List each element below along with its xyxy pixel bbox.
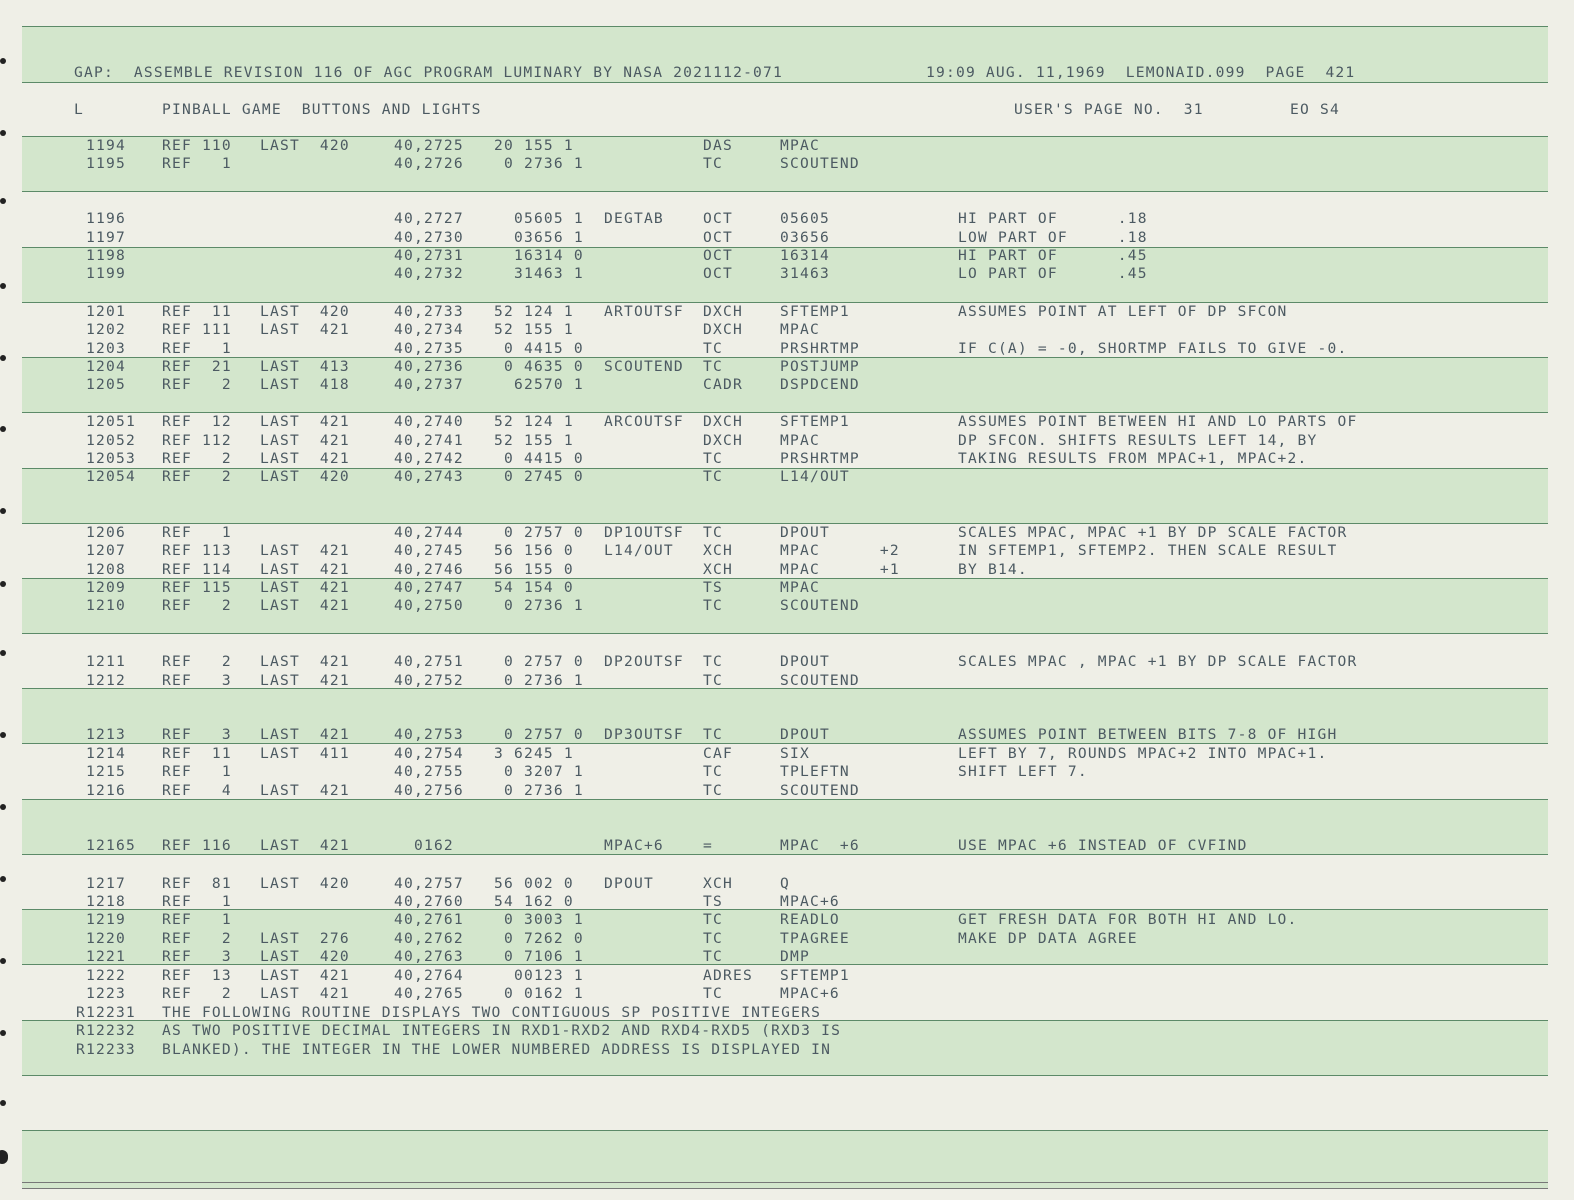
operand-column: SCOUTEND bbox=[780, 782, 860, 799]
operand-column: SCOUTEND bbox=[780, 155, 860, 172]
code-column: 52 155 1 bbox=[494, 432, 574, 449]
code-column: 0 2736 1 bbox=[494, 672, 584, 689]
ref-column: REF 110 bbox=[162, 137, 232, 154]
opcode-column: TC bbox=[703, 155, 723, 172]
line-number: 1217 bbox=[86, 875, 126, 892]
ref-column: REF 2 bbox=[162, 985, 232, 1002]
line-number: 1215 bbox=[86, 763, 126, 780]
last-column: LAST 276 bbox=[260, 930, 350, 947]
remark-text: BLANKED). THE INTEGER IN THE LOWER NUMBERED ADDRESS IS DISPLAYED IN bbox=[162, 1041, 832, 1058]
comment-column: GET FRESH DATA FOR BOTH HI AND LO. bbox=[958, 911, 1298, 928]
code-column: 0 4415 0 bbox=[494, 340, 584, 357]
line-number: 1223 bbox=[86, 985, 126, 1002]
comment-column: BY B14. bbox=[958, 561, 1028, 578]
last-column: LAST 420 bbox=[260, 875, 350, 892]
opcode-column: XCH bbox=[703, 875, 733, 892]
operand-column: DSPDCEND bbox=[780, 376, 860, 393]
header-title: GAP: ASSEMBLE REVISION 116 OF AGC PROGRAM LUMINARY BY NASA 2021112-071 bbox=[74, 64, 784, 81]
opcode-column: TC bbox=[703, 763, 723, 780]
operand-column: SFTEMP1 bbox=[780, 413, 850, 430]
code-column: 54 154 0 bbox=[494, 579, 574, 596]
opcode-column: OCT bbox=[703, 265, 733, 282]
line-number: 12054 bbox=[86, 468, 136, 485]
ref-column: REF 81 bbox=[162, 875, 232, 892]
last-column: LAST 421 bbox=[260, 837, 350, 854]
opcode-column: OCT bbox=[703, 210, 733, 227]
address-column: 40,2761 bbox=[394, 911, 464, 928]
operand-column: MPAC bbox=[780, 321, 820, 338]
comment-column: USE MPAC +6 INSTEAD OF CVFIND bbox=[958, 837, 1248, 854]
comment-column: ASSUMES POINT BETWEEN HI AND LO PARTS OF bbox=[958, 413, 1358, 430]
remark-number: R12232 bbox=[76, 1022, 136, 1039]
header-date-page: 19:09 AUG. 11,1969 LEMONAID.099 PAGE 421 bbox=[926, 64, 1356, 81]
label-column: DP2OUTSF bbox=[604, 653, 684, 670]
bottom-edge-line bbox=[22, 1188, 1548, 1189]
address-column: 40,2750 bbox=[394, 597, 464, 614]
ref-column: REF 113 bbox=[162, 542, 232, 559]
code-column: 0 2757 0 bbox=[494, 653, 584, 670]
code-column: 0 3207 1 bbox=[494, 763, 584, 780]
opcode-column: DXCH bbox=[703, 321, 743, 338]
opcode-column: TS bbox=[703, 579, 723, 596]
opcode-column: TC bbox=[703, 726, 723, 743]
address-column: 40,2745 bbox=[394, 542, 464, 559]
address-column: 40,2753 bbox=[394, 726, 464, 743]
ref-column: REF 11 bbox=[162, 303, 232, 320]
operand-column: DMP bbox=[780, 948, 810, 965]
address-column: 40,2734 bbox=[394, 321, 464, 338]
operand-column: MPAC +6 bbox=[780, 837, 860, 854]
label-column: MPAC+6 bbox=[604, 837, 664, 854]
code-column: 56 156 0 bbox=[494, 542, 574, 559]
line-number: 1219 bbox=[86, 911, 126, 928]
operand-column: L14/OUT bbox=[780, 468, 850, 485]
feed-hole bbox=[0, 1100, 6, 1106]
label-column: SCOUTEND bbox=[604, 358, 684, 375]
operand-column: DPOUT bbox=[780, 524, 830, 541]
remark-text: THE FOLLOWING ROUTINE DISPLAYS TWO CONTIGUOUS SP POSITIVE INTEGERS bbox=[162, 1004, 822, 1021]
remark-number: R12233 bbox=[76, 1041, 136, 1058]
address-column: 40,2725 bbox=[394, 137, 464, 154]
address-column: 40,2764 bbox=[394, 967, 464, 984]
ref-column: REF 2 bbox=[162, 468, 232, 485]
address-column: 40,2751 bbox=[394, 653, 464, 670]
comment-column: SCALES MPAC , MPAC +1 BY DP SCALE FACTOR bbox=[958, 653, 1358, 670]
operand-column: DPOUT bbox=[780, 726, 830, 743]
ref-column: REF 21 bbox=[162, 358, 232, 375]
opcode-column: TC bbox=[703, 597, 723, 614]
ref-column: REF 11 bbox=[162, 745, 232, 762]
line-number: 1205 bbox=[86, 376, 126, 393]
last-column: LAST 413 bbox=[260, 358, 350, 375]
ref-column: REF 4 bbox=[162, 782, 232, 799]
code-column: 0 2736 1 bbox=[494, 597, 584, 614]
address-column: 40,2731 bbox=[394, 247, 464, 264]
line-number: 1195 bbox=[86, 155, 126, 172]
address-column: 40,2762 bbox=[394, 930, 464, 947]
code-column: 0 2757 0 bbox=[494, 524, 584, 541]
comment-column: ASSUMES POINT AT LEFT OF DP SFCON bbox=[958, 303, 1288, 320]
code-column: 0 7262 0 bbox=[494, 930, 584, 947]
operand-column: SIX bbox=[780, 745, 810, 762]
line-number: 12053 bbox=[86, 450, 136, 467]
ref-column: REF 2 bbox=[162, 597, 232, 614]
bottom-edge-line bbox=[22, 1182, 1548, 1183]
line-number: 1207 bbox=[86, 542, 126, 559]
last-column: LAST 421 bbox=[260, 726, 350, 743]
operand-column: READLO bbox=[780, 911, 840, 928]
last-column: LAST 420 bbox=[260, 303, 350, 320]
operand-column: MPAC +1 bbox=[780, 561, 900, 578]
opcode-column: OCT bbox=[703, 229, 733, 246]
line-number: 1218 bbox=[86, 893, 126, 910]
code-column: 00123 1 bbox=[494, 967, 584, 984]
code-column: 0 2736 1 bbox=[494, 782, 584, 799]
line-number: 1203 bbox=[86, 340, 126, 357]
code-column: 0 2745 0 bbox=[494, 468, 584, 485]
opcode-column: TC bbox=[703, 985, 723, 1002]
line-number: 1194 bbox=[86, 137, 126, 154]
feed-hole bbox=[0, 283, 6, 289]
feed-hole bbox=[0, 581, 6, 587]
code-column: 0 2757 0 bbox=[494, 726, 584, 743]
address-column: 40,2732 bbox=[394, 265, 464, 282]
last-column: LAST 421 bbox=[260, 432, 350, 449]
opcode-column: TC bbox=[703, 930, 723, 947]
last-column: LAST 421 bbox=[260, 985, 350, 1002]
operand-column: SFTEMP1 bbox=[780, 303, 850, 320]
operand-column: SCOUTEND bbox=[780, 672, 860, 689]
opcode-column: ADRES bbox=[703, 967, 753, 984]
operand-column: TPLEFTN bbox=[780, 763, 850, 780]
line-number: 1216 bbox=[86, 782, 126, 799]
line-number: 1212 bbox=[86, 672, 126, 689]
last-column: LAST 421 bbox=[260, 967, 350, 984]
ref-column: REF 2 bbox=[162, 376, 232, 393]
opcode-column: TC bbox=[703, 672, 723, 689]
code-column: 56 002 0 bbox=[494, 875, 574, 892]
code-column: 54 162 0 bbox=[494, 893, 574, 910]
line-number: 1196 bbox=[86, 210, 126, 227]
code-column: 03656 1 bbox=[494, 229, 584, 246]
last-column: LAST 421 bbox=[260, 672, 350, 689]
remark-number: R12231 bbox=[76, 1004, 136, 1021]
operand-column: 16314 bbox=[780, 247, 830, 264]
code-column: 62570 1 bbox=[494, 376, 584, 393]
feed-hole bbox=[0, 355, 6, 361]
address-column: 40,2756 bbox=[394, 782, 464, 799]
ref-column: REF 2 bbox=[162, 930, 232, 947]
label-column: L14/OUT bbox=[604, 542, 674, 559]
ref-column: REF 112 bbox=[162, 432, 232, 449]
opcode-column: DAS bbox=[703, 137, 733, 154]
line-number: 12052 bbox=[86, 432, 136, 449]
code-column: 16314 0 bbox=[494, 247, 584, 264]
opcode-column: TC bbox=[703, 358, 723, 375]
code-column: 56 155 0 bbox=[494, 561, 574, 578]
comment-column: SCALES MPAC, MPAC +1 BY DP SCALE FACTOR bbox=[958, 524, 1348, 541]
line-number: 1197 bbox=[86, 229, 126, 246]
address-column: 40,2763 bbox=[394, 948, 464, 965]
label-column: ARCOUTSF bbox=[604, 413, 684, 430]
address-column: 40,2765 bbox=[394, 985, 464, 1002]
address-column: 40,2744 bbox=[394, 524, 464, 541]
section-title: PINBALL GAME BUTTONS AND LIGHTS bbox=[162, 101, 482, 118]
ref-column: REF 3 bbox=[162, 726, 232, 743]
opcode-column: XCH bbox=[703, 542, 733, 559]
feed-hole bbox=[0, 958, 6, 964]
ref-column: REF 116 bbox=[162, 837, 232, 854]
address-column: 40,2757 bbox=[394, 875, 464, 892]
comment-column: IF C(A) = -0, SHORTMP FAILS TO GIVE -0. bbox=[958, 340, 1348, 357]
comment-column: LEFT BY 7, ROUNDS MPAC+2 INTO MPAC+1. bbox=[958, 745, 1328, 762]
ref-column: REF 1 bbox=[162, 763, 232, 780]
line-number: 1208 bbox=[86, 561, 126, 578]
address-column: 40,2743 bbox=[394, 468, 464, 485]
feed-hole bbox=[0, 58, 6, 64]
code-column: 0 3003 1 bbox=[494, 911, 584, 928]
code-column: 0 4415 0 bbox=[494, 450, 584, 467]
last-column: LAST 420 bbox=[260, 948, 350, 965]
code-column: 0 0162 1 bbox=[494, 985, 584, 1002]
line-number: 1214 bbox=[86, 745, 126, 762]
address-column: 0162 bbox=[394, 837, 454, 854]
operand-column: SCOUTEND bbox=[780, 597, 860, 614]
feed-hole bbox=[0, 198, 6, 204]
label-column: DEGTAB bbox=[604, 210, 664, 227]
address-column: 40,2752 bbox=[394, 672, 464, 689]
operand-column: Q bbox=[780, 875, 790, 892]
line-number: 1204 bbox=[86, 358, 126, 375]
address-column: 40,2730 bbox=[394, 229, 464, 246]
label-column: DP1OUTSF bbox=[604, 524, 684, 541]
address-column: 40,2740 bbox=[394, 413, 464, 430]
comment-column: ASSUMES POINT BETWEEN BITS 7-8 OF HIGH bbox=[958, 726, 1338, 743]
feed-hole bbox=[0, 650, 6, 656]
ref-column: REF 1 bbox=[162, 155, 232, 172]
feed-hole bbox=[0, 426, 6, 432]
operand-column: DPOUT bbox=[780, 653, 830, 670]
opcode-column: TC bbox=[703, 524, 723, 541]
opcode-column: CADR bbox=[703, 376, 743, 393]
opcode-column: DXCH bbox=[703, 432, 743, 449]
opcode-column: DXCH bbox=[703, 303, 743, 320]
operand-column: SFTEMP1 bbox=[780, 967, 850, 984]
ref-column: REF 114 bbox=[162, 561, 232, 578]
last-column: LAST 418 bbox=[260, 376, 350, 393]
ref-column: REF 3 bbox=[162, 672, 232, 689]
line-number: 1213 bbox=[86, 726, 126, 743]
opcode-column: TS bbox=[703, 893, 723, 910]
address-column: 40,2733 bbox=[394, 303, 464, 320]
opcode-column: CAF bbox=[703, 745, 733, 762]
label-column: DP3OUTSF bbox=[604, 726, 684, 743]
feed-hole bbox=[0, 130, 6, 136]
address-column: 40,2726 bbox=[394, 155, 464, 172]
eo-code: EO S4 bbox=[1290, 101, 1340, 118]
opcode-column: TC bbox=[703, 468, 723, 485]
label-column: ARTOUTSF bbox=[604, 303, 684, 320]
label-column: DPOUT bbox=[604, 875, 654, 892]
comment-column: DP SFCON. SHIFTS RESULTS LEFT 14, BY bbox=[958, 432, 1318, 449]
address-column: 40,2747 bbox=[394, 579, 464, 596]
last-column: LAST 420 bbox=[260, 137, 350, 154]
line-number: 1201 bbox=[86, 303, 126, 320]
last-column: LAST 421 bbox=[260, 561, 350, 578]
comment-column: SHIFT LEFT 7. bbox=[958, 763, 1088, 780]
operand-column: 03656 bbox=[780, 229, 830, 246]
comment-column: LO PART OF .45 bbox=[958, 265, 1148, 282]
operand-column: 31463 bbox=[780, 265, 830, 282]
code-column: 0 2736 1 bbox=[494, 155, 584, 172]
last-column: LAST 421 bbox=[260, 450, 350, 467]
address-column: 40,2760 bbox=[394, 893, 464, 910]
ref-column: REF 12 bbox=[162, 413, 232, 430]
section-letter: L bbox=[74, 101, 84, 118]
line-number: 1221 bbox=[86, 948, 126, 965]
code-column: 52 124 1 bbox=[494, 413, 574, 430]
last-column: LAST 421 bbox=[260, 653, 350, 670]
comment-column: HI PART OF .18 bbox=[958, 210, 1148, 227]
ref-column: REF 13 bbox=[162, 967, 232, 984]
feed-hole bbox=[0, 1030, 6, 1036]
operand-column: MPAC bbox=[780, 579, 820, 596]
operand-column: MPAC bbox=[780, 432, 820, 449]
line-number: 1211 bbox=[86, 653, 126, 670]
last-column: LAST 421 bbox=[260, 413, 350, 430]
opcode-column: XCH bbox=[703, 561, 733, 578]
last-column: LAST 421 bbox=[260, 579, 350, 596]
last-column: LAST 421 bbox=[260, 321, 350, 338]
opcode-column: TC bbox=[703, 782, 723, 799]
opcode-column: OCT bbox=[703, 247, 733, 264]
operand-column: TPAGREE bbox=[780, 930, 850, 947]
address-column: 40,2727 bbox=[394, 210, 464, 227]
line-number: 1199 bbox=[86, 265, 126, 282]
code-column: 3 6245 1 bbox=[494, 745, 574, 762]
feed-hole bbox=[0, 508, 6, 514]
last-column: LAST 421 bbox=[260, 782, 350, 799]
comment-column: MAKE DP DATA AGREE bbox=[958, 930, 1138, 947]
code-column: 0 4635 0 bbox=[494, 358, 584, 375]
address-column: 40,2754 bbox=[394, 745, 464, 762]
address-column: 40,2736 bbox=[394, 358, 464, 375]
remark-text: AS TWO POSITIVE DECIMAL INTEGERS IN RXD1-RXD2 AND RXD4-RXD5 (RXD3 IS bbox=[162, 1022, 842, 1039]
operand-column: MPAC+6 bbox=[780, 985, 840, 1002]
code-column: 52 124 1 bbox=[494, 303, 574, 320]
ref-column: REF 111 bbox=[162, 321, 232, 338]
operand-column: POSTJUMP bbox=[780, 358, 860, 375]
opcode-column: TC bbox=[703, 948, 723, 965]
line-number: 1222 bbox=[86, 967, 126, 984]
ref-column: REF 1 bbox=[162, 524, 232, 541]
ref-column: REF 1 bbox=[162, 911, 232, 928]
address-column: 40,2742 bbox=[394, 450, 464, 467]
code-column: 05605 1 bbox=[494, 210, 584, 227]
feed-hole bbox=[0, 804, 6, 810]
opcode-column: DXCH bbox=[703, 413, 743, 430]
line-number: 1202 bbox=[86, 321, 126, 338]
line-number: 12051 bbox=[86, 413, 136, 430]
feed-hole bbox=[0, 732, 6, 738]
ref-column: REF 1 bbox=[162, 893, 232, 910]
operand-column: 05605 bbox=[780, 210, 830, 227]
feed-hole bbox=[0, 1150, 8, 1164]
opcode-column: TC bbox=[703, 340, 723, 357]
operand-column: PRSHRTMP bbox=[780, 450, 860, 467]
code-column: 20 155 1 bbox=[494, 137, 574, 154]
address-column: 40,2746 bbox=[394, 561, 464, 578]
comment-column: TAKING RESULTS FROM MPAC+1, MPAC+2. bbox=[958, 450, 1308, 467]
address-column: 40,2741 bbox=[394, 432, 464, 449]
last-column: LAST 421 bbox=[260, 542, 350, 559]
opcode-column: TC bbox=[703, 911, 723, 928]
operand-column: PRSHRTMP bbox=[780, 340, 860, 357]
ref-column: REF 2 bbox=[162, 653, 232, 670]
last-column: LAST 411 bbox=[260, 745, 350, 762]
address-column: 40,2737 bbox=[394, 376, 464, 393]
operand-column: MPAC bbox=[780, 137, 820, 154]
code-column: 52 155 1 bbox=[494, 321, 574, 338]
comment-column: HI PART OF .45 bbox=[958, 247, 1148, 264]
line-number: 12165 bbox=[86, 837, 136, 854]
opcode-column: = bbox=[703, 837, 713, 854]
operand-column: MPAC+6 bbox=[780, 893, 840, 910]
line-number: 1198 bbox=[86, 247, 126, 264]
green-band bbox=[22, 1130, 1548, 1188]
operand-column: MPAC +2 bbox=[780, 542, 900, 559]
line-number: 1210 bbox=[86, 597, 126, 614]
user-page-number: USER'S PAGE NO. 31 bbox=[1014, 101, 1204, 118]
line-number: 1209 bbox=[86, 579, 126, 596]
last-column: LAST 421 bbox=[260, 597, 350, 614]
ref-column: REF 115 bbox=[162, 579, 232, 596]
feed-hole bbox=[0, 876, 6, 882]
address-column: 40,2755 bbox=[394, 763, 464, 780]
comment-column: IN SFTEMP1, SFTEMP2. THEN SCALE RESULT bbox=[958, 542, 1338, 559]
opcode-column: TC bbox=[703, 653, 723, 670]
comment-column: LOW PART OF .18 bbox=[958, 229, 1148, 246]
line-number: 1220 bbox=[86, 930, 126, 947]
code-column: 0 7106 1 bbox=[494, 948, 584, 965]
code-column: 31463 1 bbox=[494, 265, 584, 282]
line-number: 1206 bbox=[86, 524, 126, 541]
last-column: LAST 420 bbox=[260, 468, 350, 485]
ref-column: REF 2 bbox=[162, 450, 232, 467]
ref-column: REF 1 bbox=[162, 340, 232, 357]
ref-column: REF 3 bbox=[162, 948, 232, 965]
address-column: 40,2735 bbox=[394, 340, 464, 357]
opcode-column: TC bbox=[703, 450, 723, 467]
